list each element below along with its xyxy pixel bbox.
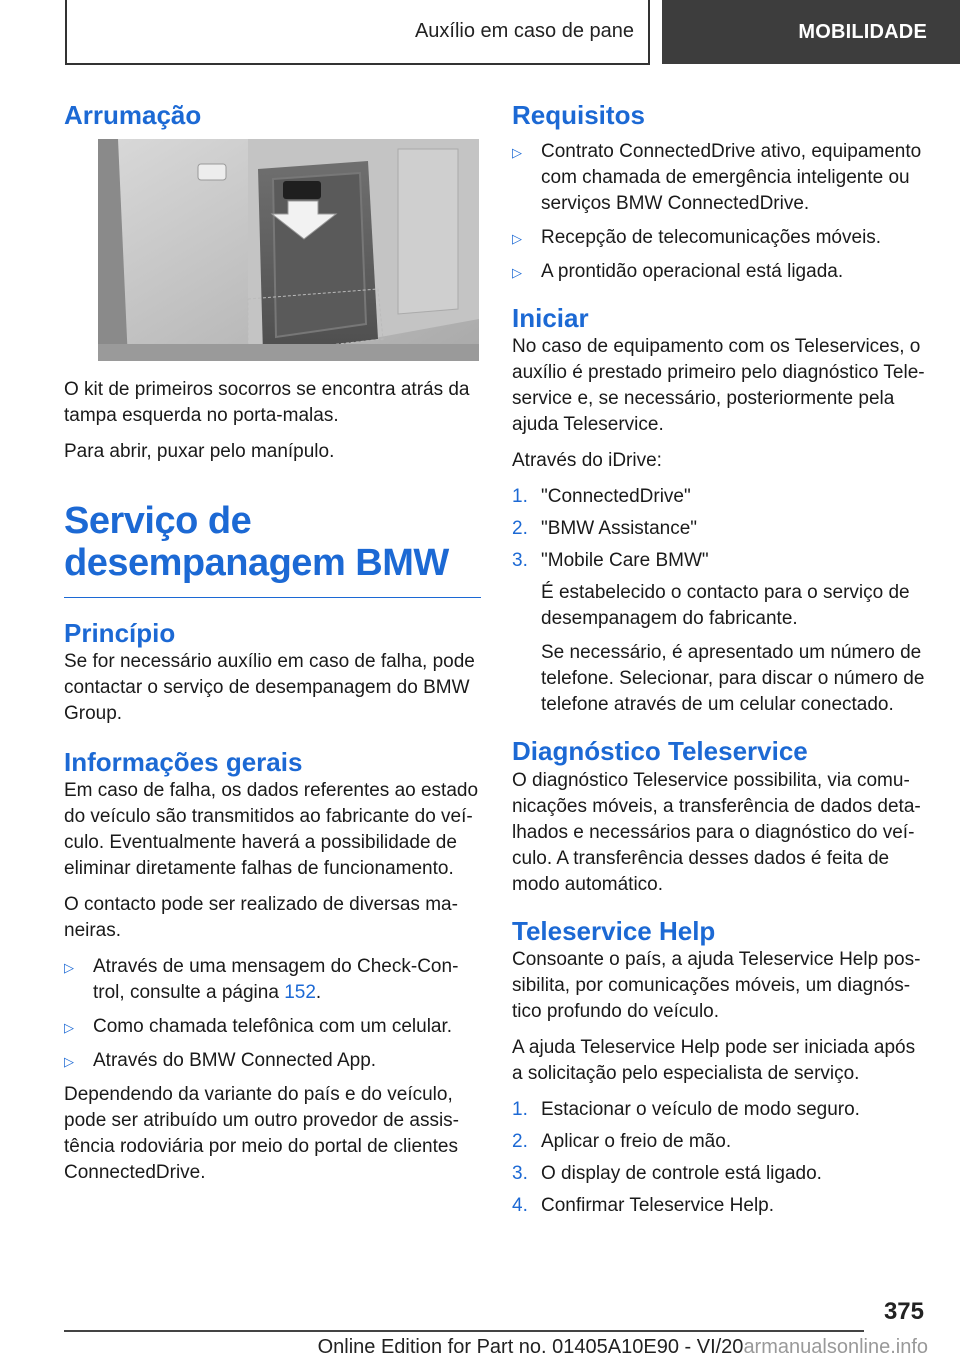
triangle-bullet-icon: ▷ xyxy=(512,231,522,247)
triangle-bullet-icon: ▷ xyxy=(512,265,522,281)
help-paragraph-1: Consoante o país, a ajuda Teleservice Help possibilita, por comunicações móveis, um diagnóstico profundo do veículo. xyxy=(512,948,921,1022)
info-paragraph-1: Em caso de falha, os dados referentes ao estado do veículo são transmitidos ao fabricante do veículo. Eventualmente haverá a possibilidade de eliminar diretamente falhas de funcionamento. xyxy=(64,780,479,880)
header-rule-mid xyxy=(648,0,650,64)
page-number: 375 xyxy=(883,1298,924,1325)
chapter-heading: Serviço de desempanagem BMW xyxy=(64,500,449,584)
iniciar-paragraph-2: Através do iDrive: xyxy=(512,450,662,472)
help-step: 4. Confirmar Teleservice Help. xyxy=(512,1194,775,1216)
chapter-heading-block xyxy=(64,501,481,598)
section-principio-title: Princípio xyxy=(64,617,176,648)
right-column xyxy=(512,100,928,1225)
left-column xyxy=(64,100,481,1196)
trunk-first-aid-photo xyxy=(98,139,479,361)
iniciar-paragraph-1: No caso de equipamento com os Teleservices, o auxílio é prestado primeiro pelo diagnóstico Teleservice e, se necessário, posteriormente pela ajuda Teleservice. xyxy=(512,336,925,436)
principio-paragraph: Se for necessário auxílio em caso de falha, pode contactar o serviço de desempanagem do BMW Group. xyxy=(64,650,475,724)
help-step: 3. O display de controle está ligado. xyxy=(512,1162,822,1184)
header-chapter-tab: MOBILIDADE xyxy=(662,0,960,64)
section-iniciar-title: Iniciar xyxy=(512,303,589,334)
triangle-bullet-icon: ▷ xyxy=(512,145,522,161)
help-step: 2. Aplicar o freio de mão. xyxy=(512,1130,732,1152)
section-teleservice-help-title: Teleservice Help xyxy=(512,915,716,946)
info-bullet-3: ▷ Através do BMW Connected App. xyxy=(64,1048,481,1074)
iniciar-step-3-note-2: Se necessário, é apresentado um número de telefone. Selecionar, para discar o número de telefone através de um celular conectado. xyxy=(541,642,925,716)
section-arrumacao-title: Arrumação xyxy=(64,100,202,130)
triangle-bullet-icon: ▷ xyxy=(64,960,74,976)
arrumacao-paragraph-1: O kit de primeiros socorros se encontra atrás da tampa esquerda no porta-malas. xyxy=(64,379,470,427)
triangle-bullet-icon: ▷ xyxy=(64,1054,74,1070)
triangle-bullet-icon: ▷ xyxy=(64,1020,74,1036)
section-diagnostico-title: Diagnóstico Teleservice xyxy=(512,736,808,767)
section-requisitos-title: Requisitos xyxy=(512,100,645,130)
iniciar-step: 2. "BMW Assistance" xyxy=(512,518,698,540)
footer-edition: Online Edition for Part no. 01405A10E90 - VI/20armanualsonline.info xyxy=(317,1336,928,1358)
info-paragraph-3: Dependendo da variante do país e do veículo, pode ser atribuído um outro provedor de assistência rodoviária por meio do portal de clientes ConnectedDrive. xyxy=(64,1084,459,1184)
iniciar-step-3-note-1: É estabelecido o contacto para o serviço de desempanagem do fabricante. xyxy=(541,582,910,630)
page-reference-link[interactable]: 152 xyxy=(284,982,316,1004)
watermark: armanualsonline.info xyxy=(743,1336,928,1358)
info-bullet-2: ▷ Como chamada telefônica com um celular. xyxy=(64,1014,481,1040)
section-info-title: Informações gerais xyxy=(64,746,303,777)
help-paragraph-2: A ajuda Teleservice Help pode ser iniciada após a solicitação pelo especialista de serviço. xyxy=(512,1036,916,1084)
requisito-item: ▷ Recepção de telecomunicações móveis. xyxy=(512,225,928,251)
info-bullet-1: ▷ Através de uma mensagem do Check-Control, consulte a página 152. xyxy=(64,956,459,1004)
requisito-item: ▷ A prontidão operacional está ligada. xyxy=(512,259,928,285)
header-rule-bottom xyxy=(65,63,650,65)
iniciar-step: 1. "ConnectedDrive" xyxy=(512,486,691,508)
footer-rule xyxy=(64,1330,864,1332)
arrumacao-paragraph-2: Para abrir, puxar pelo manípulo. xyxy=(64,441,335,463)
requisito-item: ▷ Contrato ConnectedDrive ativo, equipamento com chamada de emergência inteligente ou serviços BMW ConnectedDrive. xyxy=(512,141,922,215)
diagnostico-paragraph: O diagnóstico Teleservice possibilita, via comunicações móveis, a transferência de dados detalhados e necessários para o diagnóstico do veículo. A transferência desses dados é feita de modo automático. xyxy=(512,769,921,895)
help-step: 1. Estacionar o veículo de modo seguro. xyxy=(512,1098,860,1120)
info-paragraph-2: O contacto pode ser realizado de diversas maneiras. xyxy=(64,894,458,942)
header-section-title: Auxílio em caso de pane xyxy=(414,20,634,42)
iniciar-step: 3. "Mobile Care BMW" xyxy=(512,550,709,572)
